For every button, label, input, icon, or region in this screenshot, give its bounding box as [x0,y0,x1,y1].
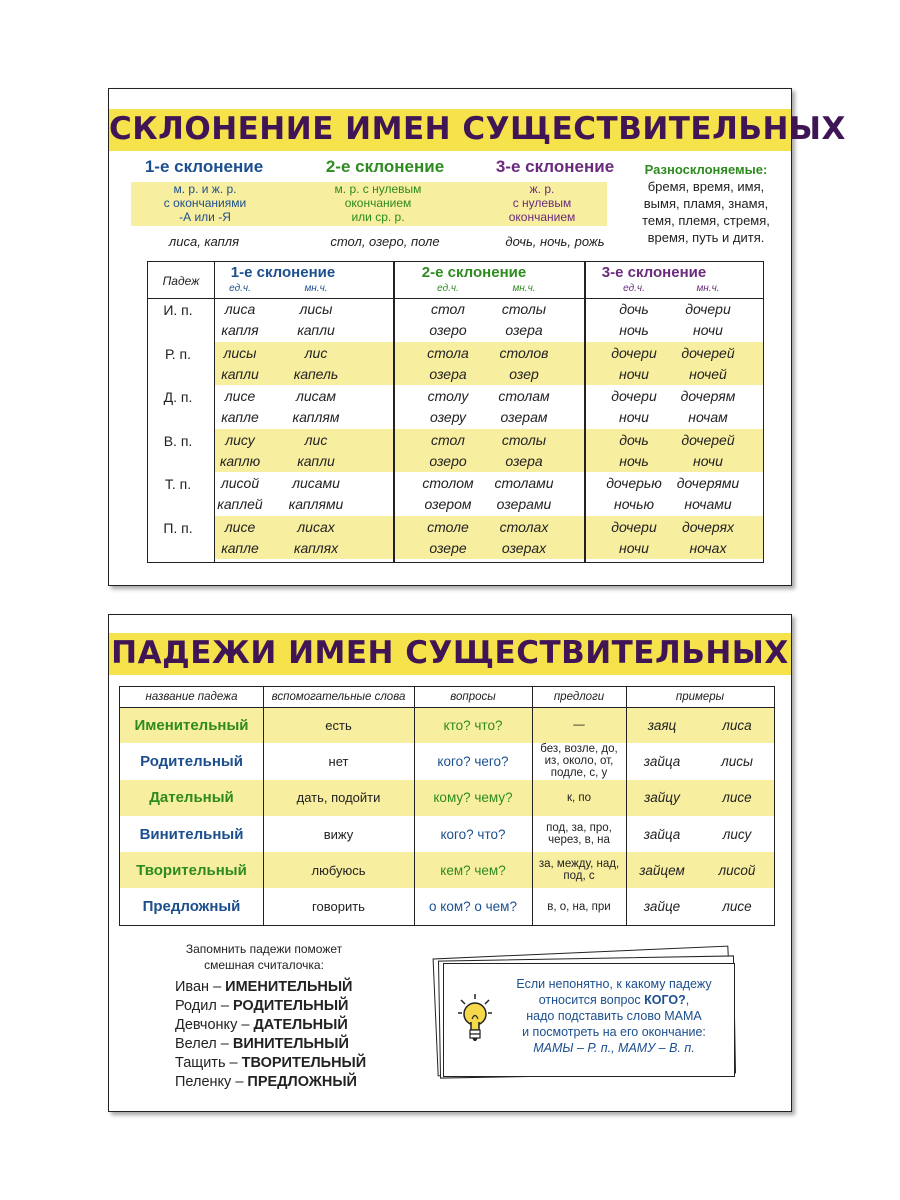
auxiliary-words: дать, подойти [296,790,381,806]
declension-form: дочери [611,344,657,361]
number-subheader: ед.ч. [623,283,645,294]
irregular-line: вымя, пламя, знамя, [643,196,769,211]
declension-form: капле [221,539,259,556]
declension-form: ночи [693,452,723,469]
column-header: вспомогательные слова [271,691,406,703]
tip-line [498,992,730,1008]
mnemonic-word: Девчонку [175,1017,238,1033]
mnemonic-word: Родил [175,998,217,1014]
declension-form: лисы [223,344,257,361]
decl2-desc-line: м. р. с нулевым [334,182,422,196]
mnemonic-line [175,1054,415,1073]
mnemonic-word: Тащить [175,1055,226,1071]
case-question: кого? чего? [437,753,509,769]
declension-form: дочерям [680,388,736,404]
example-fox: лисе [722,790,752,806]
declension-form: лисами [292,475,340,491]
declension-form: лисы [299,301,333,317]
case-name: Предложный [142,898,241,916]
tip-line: и посмотреть на его окончание: [522,1025,706,1039]
case-question: о ком? о чем? [429,899,517,915]
mnemonic-dash: – [216,998,233,1014]
cases-title: ПАДЕЖИ ИМЕН СУЩЕСТВИТЕЛЬНЫХ [111,635,789,671]
case-label: И. п. [163,302,193,318]
declension-form: столу [427,388,469,404]
declension-form: лисах [297,518,335,535]
decl1-examples: лиса, капля [168,234,240,249]
mnemonic-intro [159,941,369,973]
declension-form: столы [501,301,547,317]
declension-form: ночах [689,539,727,556]
case-name: Творительный [136,861,247,879]
declension-form: стол [431,301,465,317]
irregular-heading: Разносклоняемые: [644,162,768,177]
group-header: 3-е склонение [601,264,707,281]
mnemonic-dash: – [216,1036,233,1052]
declension-form: озерами [496,496,552,512]
mnemonic-case: ИМЕНИТЕЛЬНЫЙ [225,979,353,995]
declension-table [147,261,764,563]
declension-form: столом [422,475,474,491]
declension-form: ночи [619,365,649,382]
number-subheader: ед.ч. [437,283,459,294]
mnemonic-case: ТВОРИТЕЛЬНЫЙ [241,1055,367,1071]
example-fox: лиса [722,717,752,733]
declension-form: лисам [295,388,337,404]
auxiliary-words: вижу [323,826,354,842]
decl2-examples: стол, озеро, поле [330,234,440,249]
declension-form: озеру [429,409,467,425]
declension-form: столы [501,431,547,448]
declension-form: лисой [220,475,260,491]
example-hare: зайца [643,753,681,769]
mnemonic-list [175,978,415,1092]
decl3-desc-line: ж. р. [529,182,555,196]
mnemonic-word: Пеленку [175,1074,232,1090]
example-fox: лисе [722,899,752,915]
group-header: 2-е склонение [421,264,527,281]
declension-form: озерам [500,409,548,425]
case-question: кем? чем? [440,862,506,878]
mnemonic-word: Иван [175,979,210,995]
decl1-desc-line: с окончаниями [163,196,247,210]
case-label: В. п. [163,432,193,449]
declension-form: столов [499,344,549,361]
tip-line: надо подставить слово МАМА [526,1009,702,1023]
declension-form: капли [297,322,335,338]
prepositions: за, между, над, под, с [538,858,620,883]
table-divider [626,687,627,925]
declension-form: ночь [619,452,649,469]
mnemonic-line [175,1035,415,1054]
irregular-nouns [623,161,789,246]
declension-form: озер [509,365,539,382]
decl1-desc-line: м. р. и ж. р. [173,182,237,196]
case-label: Д. п. [163,389,193,405]
example-hare: зайца [643,826,681,842]
table-divider [584,262,586,562]
example-hare: заяц [647,717,677,733]
decl1-heading: 1-е склонение [144,157,264,176]
number-subheader: мн.ч. [304,283,328,294]
example-hare: зайце [643,899,681,915]
cases-card [108,614,792,1112]
cases-title-banner [109,633,791,675]
decl1-description [131,182,279,226]
case-header: Падеж [162,274,200,288]
decl2-heading: 2-е склонение [325,157,445,176]
mnemonic-dash: – [237,1017,254,1033]
auxiliary-words: любуюсь [311,862,366,878]
tip-line-part: , [685,993,690,1007]
mnemonic-line [175,1016,415,1035]
irregular-line: бремя, время, имя, [647,179,765,194]
declension-form: дочерях [681,518,735,535]
declension-form: столах [499,518,549,535]
declension-form: ночью [614,496,654,512]
declension-form: озере [429,539,467,556]
declension-form: дочери [611,518,657,535]
example-fox: лису [722,826,752,842]
number-subheader: ед.ч. [229,283,251,294]
declension-form: дочерей [681,431,735,448]
declension-form: столе [427,518,469,535]
declension-form: столами [494,475,554,491]
lightbulb-icon [458,992,492,1044]
declension-form: капли [297,452,335,469]
declension-title: СКЛОНЕНИЕ ИМЕН СУЩЕСТВИТЕЛЬНЫХ [109,111,846,147]
case-name: Именительный [134,716,249,734]
declension-card [108,88,846,586]
prepositions: под, за, про, через, в, на [546,822,612,847]
declension-title-banner [109,109,846,151]
declension-form: дочь [619,431,649,448]
decl3-heading: 3-е склонение [495,157,615,176]
decl3-description [477,182,607,226]
mnemonic-dash: – [231,1074,248,1090]
mnemonic-case: ДАТЕЛЬНЫЙ [253,1017,348,1033]
decl2-description [279,182,477,226]
auxiliary-words: нет [328,753,349,769]
declension-form: ночей [689,365,727,382]
declension-form: ночам [688,409,728,425]
mnemonic-case: ПРЕДЛОЖНЫЙ [247,1074,357,1090]
mnemonic-intro-line: Запомнить падежи поможет [185,942,343,956]
declension-form: каплю [219,452,261,469]
tip-text [498,976,730,1056]
number-subheader: мн.ч. [512,283,536,294]
mnemonic-line [175,997,415,1016]
declension-form: капля [221,322,259,338]
declension-form: дочерей [681,344,735,361]
declension-form: дочерью [606,475,662,491]
declension-form: озеро [429,452,467,469]
declension-form: каплями [288,496,344,512]
number-subheader: мн.ч. [696,283,720,294]
example-hare: зайцем [639,862,685,878]
table-divider [148,298,763,299]
case-name: Винительный [139,825,244,843]
example-fox: лисой [718,862,756,878]
column-header: название падежа [145,691,238,703]
mnemonic-case: РОДИТЕЛЬНЫЙ [232,998,349,1014]
mnemonic-dash: – [209,979,226,995]
declension-form: капли [221,365,259,382]
declension-form: лиса [224,301,256,317]
mnemonic-line [175,1073,415,1092]
declension-form: дочь [619,301,649,317]
declension-form: ночами [684,496,732,512]
group-header: 1-е склонение [230,264,336,281]
tip-card [443,963,735,1077]
decl3-examples: дочь, ночь, рожь [505,234,605,249]
declension-form: ночи [693,322,723,338]
tip-highlight: КОГО? [644,993,686,1007]
declension-form: столам [498,388,550,404]
prepositions: без, возле, до, из, около, от, подле, с, у [540,743,618,780]
declension-form: озером [424,496,472,512]
declension-form: лисе [224,518,256,535]
declension-form: ночи [619,409,649,425]
mnemonic-case: ВИНИТЕЛЬНЫЙ [232,1036,349,1052]
auxiliary-words: есть [325,717,352,733]
declension-form: лисе [224,388,256,404]
column-header: вопросы [450,691,496,703]
table-divider [532,687,533,925]
example-hare: зайцу [644,790,680,806]
table-divider [393,262,395,562]
declension-form: дочерями [676,475,740,491]
declension-form: стол [431,431,465,448]
declension-form: озера [505,452,543,469]
prepositions: в, о, на, при [547,900,611,913]
tip-line: МАМЫ – Р. п., МАМУ – В. п. [533,1041,695,1055]
declension-form: озера [505,322,543,338]
declension-form: ночь [619,322,649,338]
irregular-line: темя, племя, стремя, [642,213,770,228]
declension-form: дочери [685,301,731,317]
case-name: Дательный [149,789,234,807]
declension-form: дочери [611,388,657,404]
cases-table [119,686,775,926]
auxiliary-words: говорить [312,899,365,915]
decl2-desc-line: окончанием [344,196,412,210]
declension-form: лису [225,431,255,448]
example-fox: лисы [721,753,753,769]
declension-form: ночи [619,539,649,556]
case-name: Родительный [140,752,243,770]
case-label: Т. п. [164,476,192,492]
prepositions: — [573,719,585,732]
decl2-desc-line: или ср. р. [351,210,405,224]
declension-form: озеро [429,322,467,338]
prepositions: к, по [566,791,592,804]
irregular-line: время, путь и дитя. [647,230,765,245]
declension-form: озера [429,365,467,382]
declension-form: каплям [292,409,340,425]
decl1-desc-line: -А или -Я [179,210,231,224]
case-label: П. п. [163,519,193,536]
declension-form: капель [293,365,339,382]
case-question: кто? что? [443,717,503,733]
mnemonic-line [175,978,415,997]
case-question: кому? чему? [433,790,513,806]
declension-form: каплях [293,539,339,556]
declension-form: лис [304,344,328,361]
case-label: Р. п. [165,345,191,362]
decl3-desc-line: окончанием [508,210,576,224]
declension-form: каплей [217,496,263,512]
tip-line-part: относится вопрос [538,993,645,1007]
mnemonic-word: Велел [175,1036,217,1052]
mnemonic-intro-line: смешная считалочка: [204,958,324,972]
mnemonic-dash: – [225,1055,242,1071]
declension-form: стола [427,344,469,361]
column-header: примеры [675,691,725,703]
tip-line: Если непонятно, к какому падежу [516,977,712,991]
declension-form: лис [304,431,328,448]
declension-form: капле [221,409,259,425]
column-header: предлоги [553,691,605,703]
decl3-desc-line: с нулевым [512,196,572,210]
declension-form: озерах [501,539,547,556]
case-question: кого? что? [440,826,506,842]
